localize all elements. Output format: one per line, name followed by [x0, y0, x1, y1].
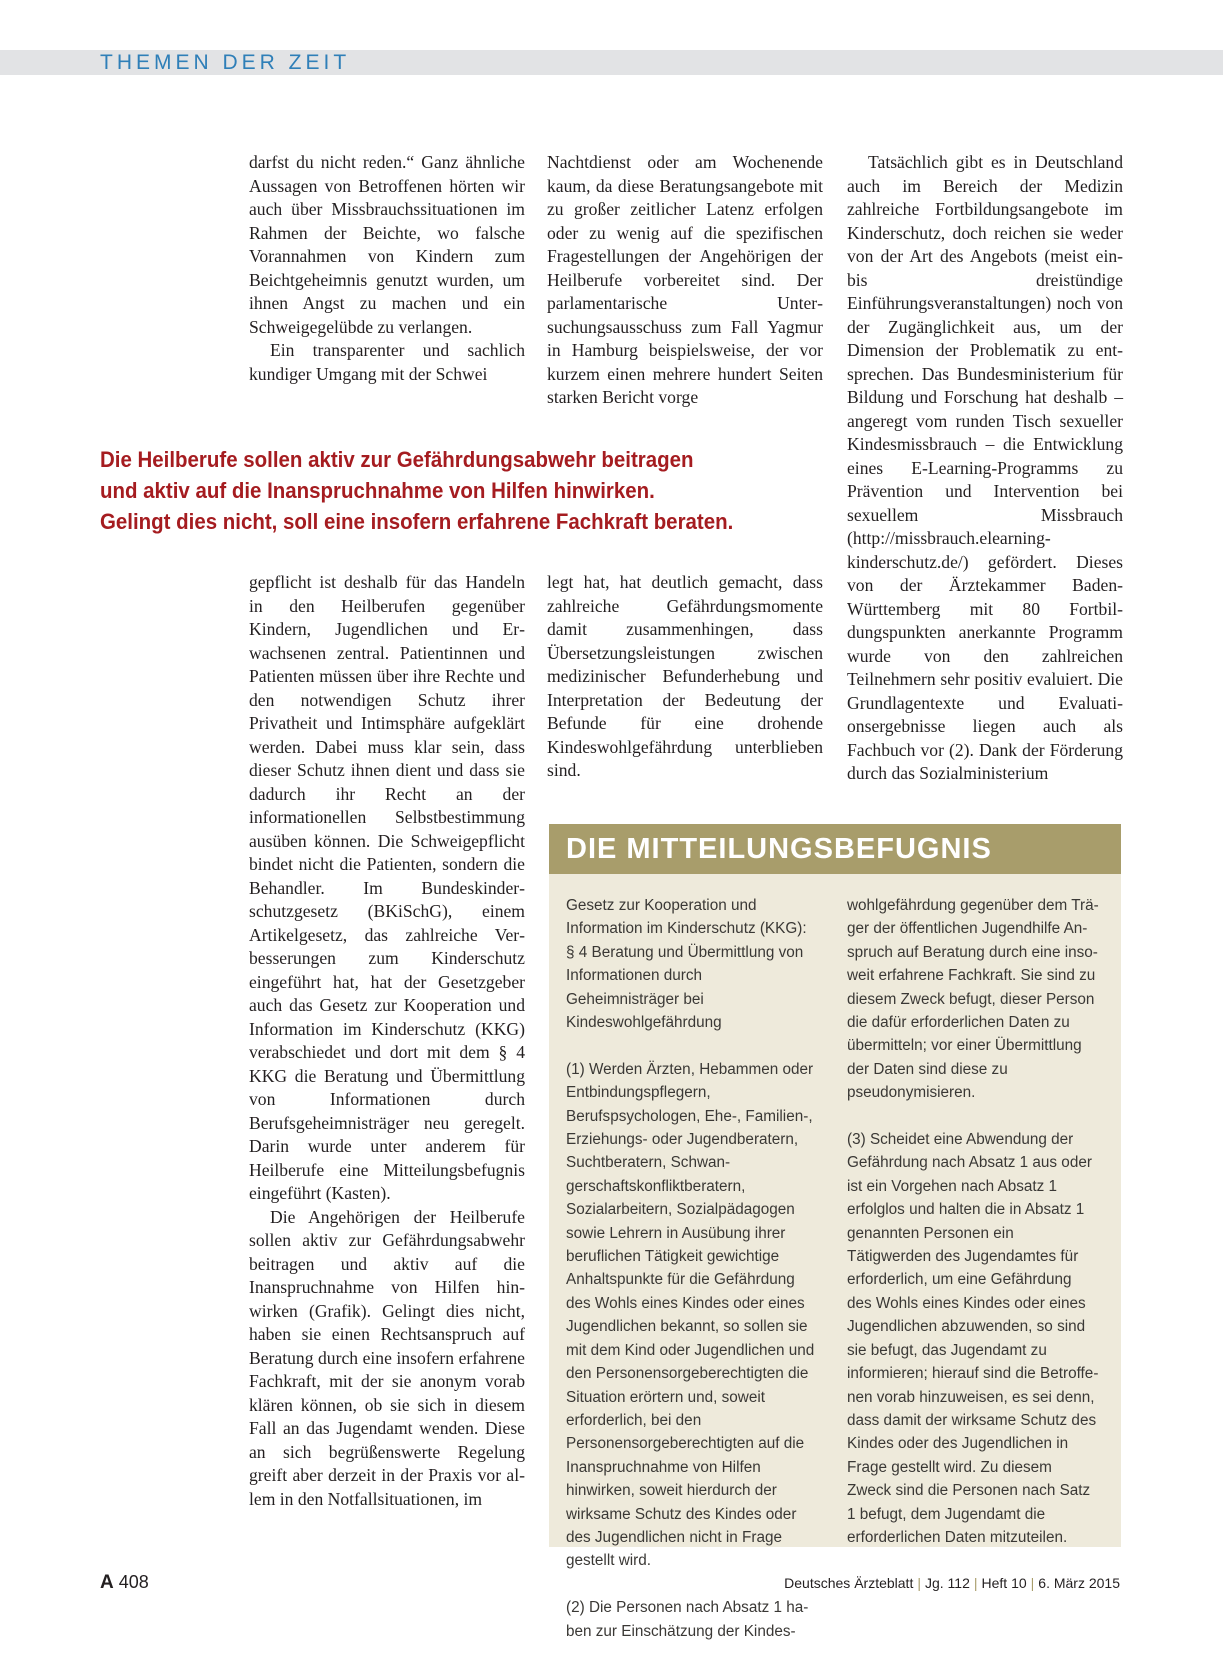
info-box-title: DIE MITTEILUNGSBEFUGNIS	[566, 833, 992, 865]
pull-quote-line: Gelingt dies nicht, soll eine insofern erfahrene Fachkraft beraten.	[100, 509, 734, 534]
info-box-paragraph: (1) Werden Ärzten, Hebammen oder Entbindungspflegern, Berufspsychologen, Ehe-, Familien-, Erziehungs- oder Jugendberatern, Suchtberatern, Schwangerschaftskonfliktberatern, Sozialarbeitern, Sozialpädagogen sowie Lehrern in Ausübung ihrer beruflichen Tätigkeit gewichtige Anhaltspunkte für die Gefährdung des Wohls eines Kindes oder eines Jugendlichen bekannt, so sollen sie mit dem Kind oder Jugendlichen und den Personensorgeberechtigten die Situation erörtern und, soweit erforderlich, bei den Personensorgeberechtigten auf die Inanspruchnahme von Hilfen hinwirken, soweit hierdurch der wirksame Schutz des Kindes oder des Jugendlichen nicht in Frage gestellt wird.	[566, 1060, 815, 1570]
journal-volume: Jg. 112	[924, 1575, 970, 1591]
pull-quote	[100, 444, 788, 537]
pull-quote-line: und aktiv auf die Inanspruchnahme von Hilfen hinwirken.	[100, 478, 655, 503]
journal-footer	[784, 1575, 1120, 1591]
page-number	[100, 1572, 149, 1594]
info-box-paragraph: Gesetz zur Kooperation und Information im Kinderschutz (KKG): § 4 Beratung und Übermittlung von Informationen durch Geheimnisträger bei Kindeswohlgefährdung	[566, 897, 807, 1032]
article-column-1-top	[249, 151, 525, 386]
info-box-paragraph: (2) Die Personen nach Absatz 1 haben zur Einschätzung der Kindes-	[566, 1599, 809, 1640]
journal-date: 6. März 2015	[1038, 1575, 1120, 1591]
info-box-header	[549, 824, 1121, 874]
page-prefix: A	[100, 1572, 114, 1593]
paragraph: legt hat, hat deutlich gemacht, dass zahlreiche Gefährdungsmomente damit zusammenhingen, dass Übersetzungsleistungen zwischen medizinischer Befunderhebung und Interpretation der Bedeutung der Befunde für eine drohende Kindeswohlgefährdung unterblieben sind.	[547, 572, 823, 780]
paragraph: darfst du nicht reden.“ Ganz ähnliche Aussagen von Betroffenen hörten wir auch über Missbrauchssituationen im Rahmen der Beichte, wo falsche Vorannahmen von Kindern zum Beichtgeheimnis genutzt wurden, um ihnen Angst zu machen und ein Schweigegelübde zu verlangen.	[249, 152, 525, 337]
info-box-column-1	[566, 894, 818, 1666]
journal-name: Deutsches Ärzteblatt	[784, 1575, 914, 1591]
paragraph: Tatsächlich gibt es in Deutschland auch im Bereich der Medizin zahlreiche Fortbildungsangebote im Kinderschutz, doch reichen sie weder von der Art des Angebots (meist ein- bis dreistündige Einführungsveranstaltungen) noch von der Zugänglichkeit aus, um der Dimension der Problematik zu entsprechen. Das Bundesministerium für Bildung und Forschung hat deshalb – angeregt vom runden Tisch sexueller Kindesmissbrauch – die Entwicklung eines E-Learning-Programms zu Prävention und Intervention bei sexuellem Missbrauch (http://missbrauch.elearning-kinderschutz.de/) gefördert. Dieses von der Ärztekammer Baden-Württemberg mit 80 Fortbildungspunkten anerkannte Programm wurde von den zahlreichen Teilnehmern sehr positiv evaluiert. Die Grundlagentexte und Evaluationsergebnisse liegen auch als Fachbuch vor (2). Dank der Förderung durch das Sozialministerium	[847, 152, 1123, 783]
page-number-value: 408	[118, 1572, 149, 1592]
paragraph: Ein transparenter und sachlich kundiger Umgang mit der Schwei	[249, 340, 525, 384]
pull-quote-line: Die Heilberufe sollen aktiv zur Gefährdungsabwehr beitragen	[100, 447, 694, 472]
paragraph: Nachtdienst oder am Wochenende kaum, da diese Beratungsangebote mit zu großer zeitlicher Latenz erfolgen oder zu wenig auf die spezifischen Fragestellungen der Angehörigen der Heilberufe vorbereitet sind. Der parlamentarische Untersuchungsausschuss zum Fall Yagmur in Hamburg beispielsweise, der vor kurzem einen mehrere hundert Seiten starken Bericht vorge	[547, 152, 823, 407]
section-title: THEMEN DER ZEIT	[100, 51, 351, 74]
article-column-3	[847, 151, 1123, 786]
info-box-column-2	[847, 894, 1099, 1573]
article-column-2-bottom	[547, 571, 823, 783]
separator: |	[917, 1575, 921, 1591]
article-column-2-top	[547, 151, 823, 410]
paragraph: gepflicht ist deshalb für das Handeln in den Heilberufen gegenüber Kindern, Jugendlichen und Erwachsenen zentral. Patientinnen und Patienten müssen über ihre Rechte und den notwendigen Schutz ihrer Privatheit und Intimsphäre aufgeklärt werden. Dabei muss klar sein, dass dieser Schutz ihnen dient und dass sie dadurch ihr Recht an der informationellen Selbstbestimmung ausüben können. Die Schweigepflicht bindet nicht die Patienten, sondern die Behandler. Im Bundeskinderschutzgesetz (BKiSchG), einem Artikelgesetz, das zahlreiche Verbesserungen zum Kinderschutz eingeführt hat, hat der Gesetzgeber auch das Gesetz zur Kooperation und Information im Kinderschutz (KKG) verabschiedet und dort mit dem § 4 KKG die Beratung und Übermittlung von Informationen durch Berufsgeheimnisträger neu geregelt. Darin wurde unter anderem für Heilberufe eine Mitteilungsbefugnis eingeführt (Kasten).	[249, 572, 525, 1203]
info-box-paragraph: wohlgefährdung gegenüber dem Träger der öffentlichen Jugendhilfe Anspruch auf Beratung durch eine insoweit erfahrene Fachkraft. Sie sind zu diesem Zweck befugt, dieser Person die dafür erforderlichen Daten zu übermitteln; vor einer Übermittlung der Daten sind diese zu pseudonymisieren.	[847, 897, 1099, 1102]
article-column-1-bottom	[249, 571, 525, 1511]
journal-issue: Heft 10	[981, 1575, 1027, 1591]
separator: |	[1030, 1575, 1035, 1591]
info-box-paragraph: (3) Scheidet eine Abwendung der Gefährdung nach Absatz 1 aus oder ist ein Vorgehen nach Absatz 1 erfolglos und halten die in Absatz 1 genannten Personen ein Tätigwerden des Jugendamtes für erforderlich, um eine Gefährdung des Wohls eines Kindes oder eines Jugendlichen abzuwenden, so sind sie befugt, das Jugendamt zu informieren; hierauf sind die Betroffenen vorab hinzuweisen, es sei denn, dass damit der wirksame Schutz des Kindes oder des Jugendlichen in Frage gestellt wird. Zu diesem Zweck sind die Personen nach Satz 1 befugt, dem Jugendamt die erforderlichen Daten mitzuteilen.	[847, 1131, 1099, 1546]
separator: |	[973, 1575, 978, 1591]
paragraph: Die Angehörigen der Heilberufe sollen aktiv zur Gefährdungsabwehr beitragen und aktiv auf die Inanspruchnahme von Hilfen hinwirken (Grafik). Gelingt dies nicht, haben sie einen Rechtsanspruch auf Beratung durch eine insofern erfahrene Fachkraft, mit der sie anonym vorab klären können, ob sie sich in diesem Fall an das Jugendamt wenden. Diese an sich begrüßenswerte Regelung greift aber derzeit in der Praxis vor allem in den Notfallsituationen, im	[249, 1206, 525, 1509]
